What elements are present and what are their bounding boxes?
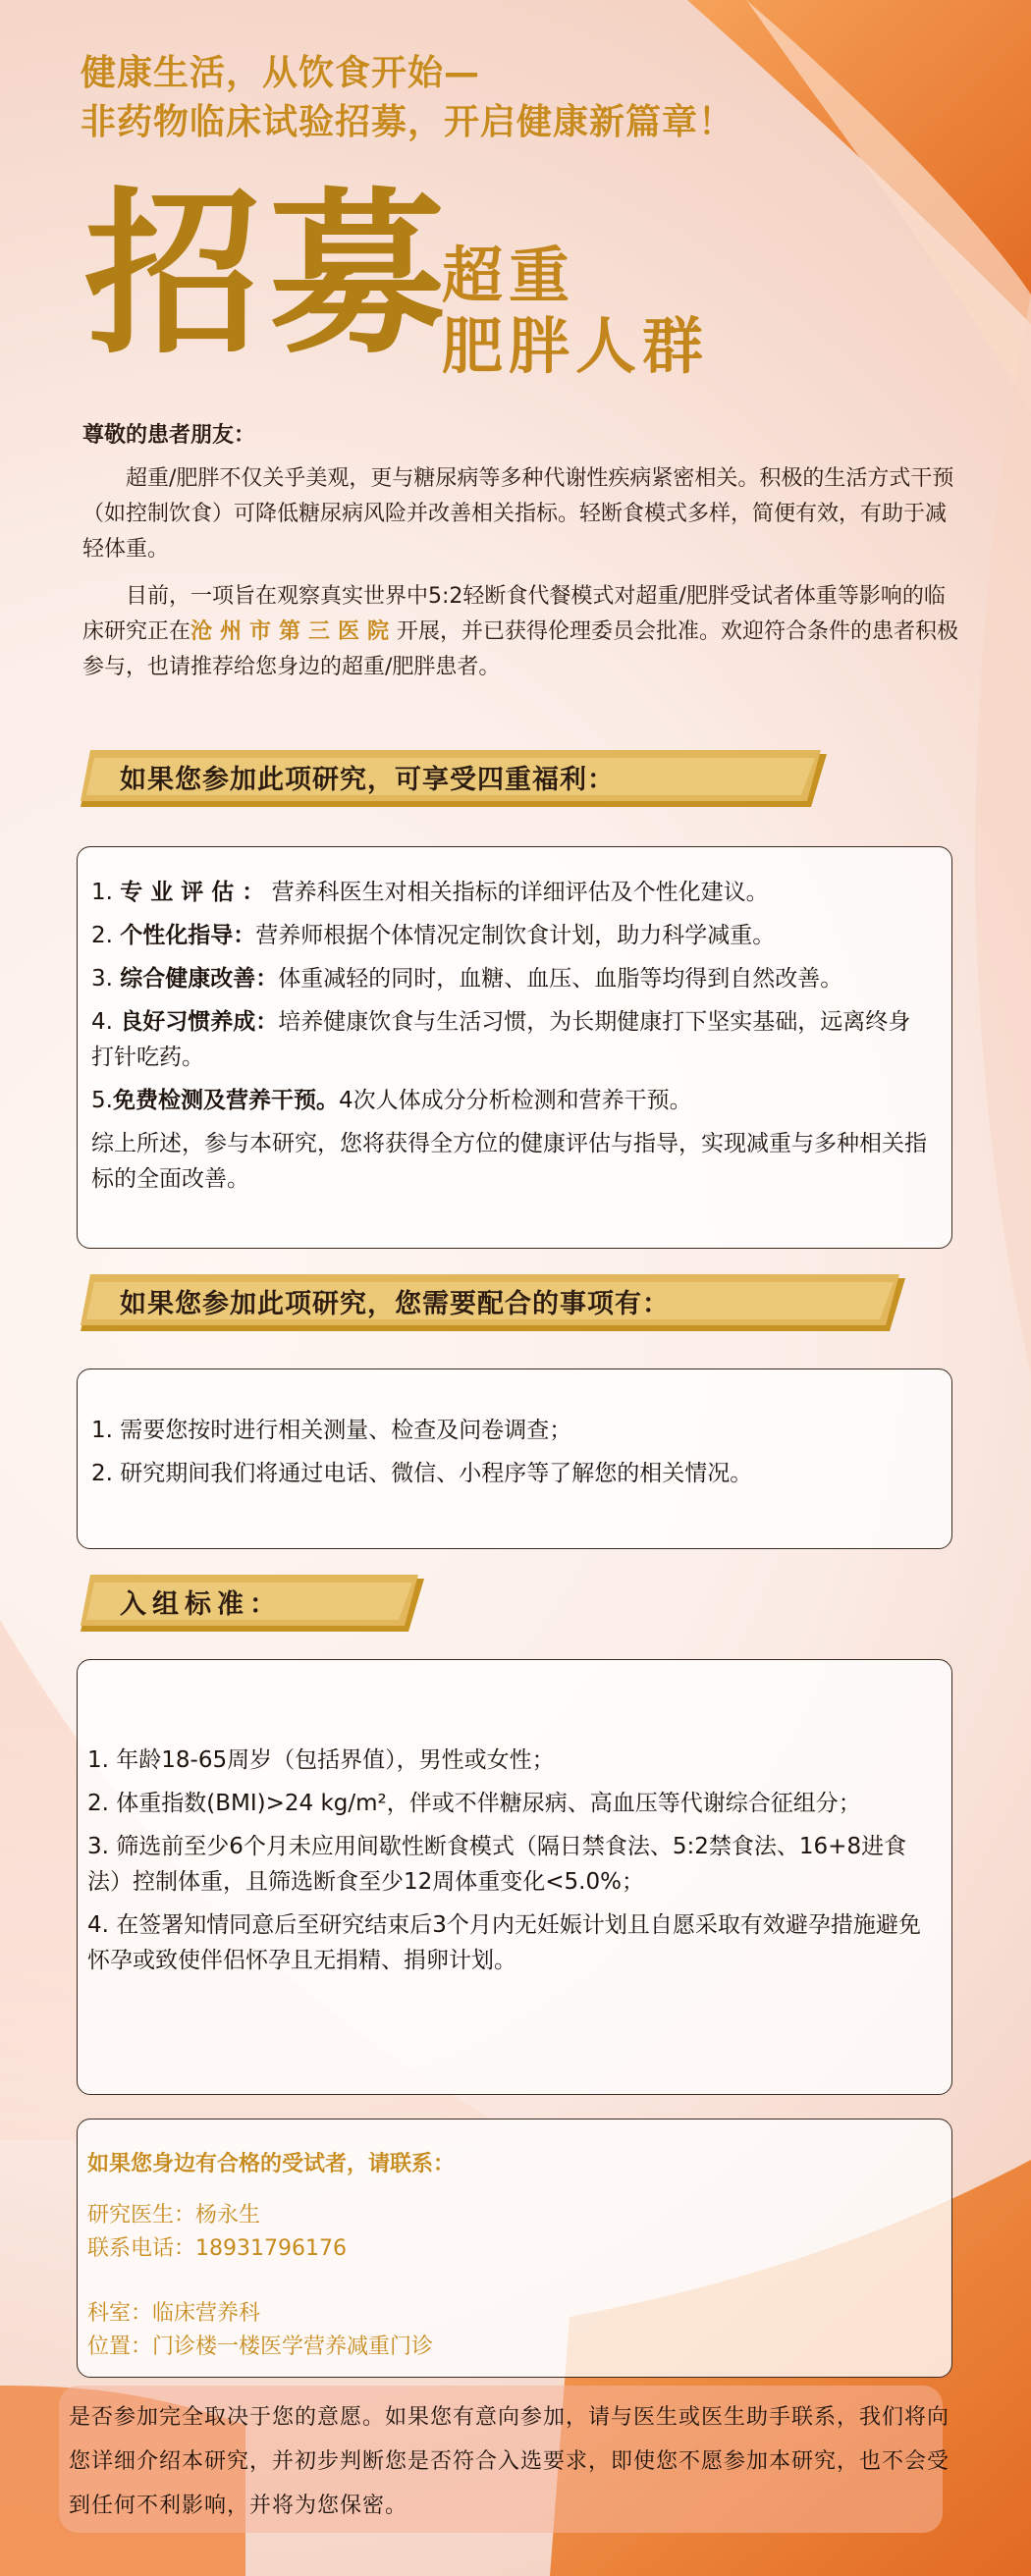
benefits-summary: 综上所述，参与本研究，您将获得全方位的健康评估与指导，实现减重与多种相关指标的全面改善。: [91, 1131, 927, 1192]
benefit-num-4: 4.: [91, 1009, 113, 1035]
benefit-text-1: 营养科医生对相关指标的详细评估及个性化建议。: [271, 880, 769, 905]
benefit-num-2: 2.: [91, 923, 113, 948]
contact-doctor: 研究医生：杨永生: [87, 2203, 261, 2227]
benefits-banner: [81, 750, 827, 811]
criteria-banner: [81, 1575, 424, 1636]
salutation: 尊敬的患者朋友：: [82, 423, 256, 448]
sub-title-line1: 超重: [442, 240, 576, 311]
cooperation-heading: 如果您参加此项研究，您需要配合的事项有：: [120, 1289, 670, 1319]
cooperation-item-1: 1. 需要您按时进行相关测量、检查及问卷调查；: [91, 1418, 572, 1443]
benefit-text-3: 体重减轻的同时，血糖、血压、血脂等均得到自然改善。: [278, 966, 843, 992]
cooperation-card: [77, 1368, 952, 1549]
benefits-heading: 如果您参加此项研究，可享受四重福利：: [120, 765, 615, 795]
benefit-num-1: 1.: [91, 880, 113, 905]
benefit-num-5: 5.: [91, 1088, 113, 1113]
benefits-card: [77, 846, 952, 1249]
benefit-title-4: 良好习惯养成：: [120, 1009, 279, 1035]
benefit-item-5: [91, 1083, 932, 1118]
big-title: 招募: [84, 171, 455, 378]
headline-line1: 健康生活，从饮食开始—: [81, 53, 481, 93]
benefit-item-1: [91, 875, 932, 910]
criteria-item-4: 4. 在签署知情同意后至研究结束后3个月内无妊娠计划且自愿采取有效避孕措施避免怀孕或致使伴侣怀孕且无捐精、捐卵计划。: [87, 1912, 921, 1973]
benefit-item-2: [91, 918, 932, 953]
contact-location: 位置：门诊楼一楼医学营养减重门诊: [87, 2334, 434, 2359]
benefit-title-2: 个性化指导：: [120, 923, 256, 948]
cooperation-item-2: 2. 研究期间我们将通过电话、微信、小程序等了解您的相关情况。: [91, 1461, 753, 1486]
sub-title-line2: 肥胖人群: [442, 310, 710, 382]
benefit-text-2: 营养师根据个体情况定制饮食计划，助力科学减重。: [255, 923, 776, 948]
intro-paragraph-2-after: 开展，并已获得伦理委员会批准。欢迎符合条件的患者积极参与，也请推荐给您身边的超重/肥胖患者。: [82, 619, 959, 679]
contact-title: 如果您身边有合格的受试者，请联系：: [87, 2152, 456, 2176]
cooperation-banner: [81, 1274, 905, 1335]
benefit-text-4: 培养健康饮食与生活习惯，为长期健康打下坚实基础，远离终身打针吃药。: [91, 1009, 911, 1070]
criteria-heading: 入组标准：: [120, 1589, 282, 1620]
benefit-title-3: 综合健康改善：: [120, 966, 279, 992]
headline: [81, 49, 964, 147]
headline-line2: 非药物临床试验招募，开启健康新篇章！: [81, 102, 735, 142]
benefit-item-3: [91, 961, 932, 996]
intro-paragraph-2: [82, 579, 966, 685]
hospital-name: 沧州市第三医院: [190, 619, 398, 644]
criteria-card: [77, 1659, 952, 2095]
benefit-num-3: 3.: [91, 966, 113, 992]
benefit-title-1: 专 业 评 估 ：: [120, 880, 265, 905]
intro-paragraph-1: 超重/肥胖不仅关乎美观，更与糖尿病等多种代谢性疾病紧密相关。积极的生活方式干预（如控制饮食）可降低糖尿病风险并改善相关指标。轻断食模式多样，简便有效，有助于减轻体重。: [82, 466, 954, 562]
benefit-text-5: 4次人体成分分析检测和营养干预。: [338, 1088, 692, 1113]
criteria-item-2: 2. 体重指数(BMI)>24 kg/m²，伴或不伴糖尿病、高血压等代谢综合征组分；: [87, 1791, 861, 1816]
criteria-item-3: 3. 筛选前至少6个月未应用间歇性断食模式（隔日禁食法、5:2禁食法、16+8进食法）控制体重，且筛选断食至少12周体重变化<5.0%；: [87, 1834, 907, 1895]
benefit-title-5: 免费检测及营养干预。: [112, 1088, 339, 1113]
benefit-item-4: [91, 1004, 932, 1075]
contact-card: [77, 2119, 952, 2378]
intro-paragraph-2-before: 目前，一项旨在观察真实世界中5:2轻断食代餐模式对超重/肥胖受试者体重等影响的临床研究正在: [82, 584, 946, 644]
footer-note: 是否参加完全取决于您的意愿。如果您有意向参加，请与医生或医生助手联系，我们将向您详细介绍本研究，并初步判断您是否符合入选要求，即使您不愿参加本研究，也不会受到任何不利影响，并将为您保密。: [69, 2405, 950, 2518]
contact-phone[interactable]: 联系电话：18931796176: [87, 2236, 347, 2261]
contact-department: 科室：临床营养科: [87, 2301, 261, 2326]
criteria-item-1: 1. 年龄18-65周岁（包括界值），男性或女性；: [87, 1747, 555, 1773]
sub-title: [442, 241, 709, 382]
